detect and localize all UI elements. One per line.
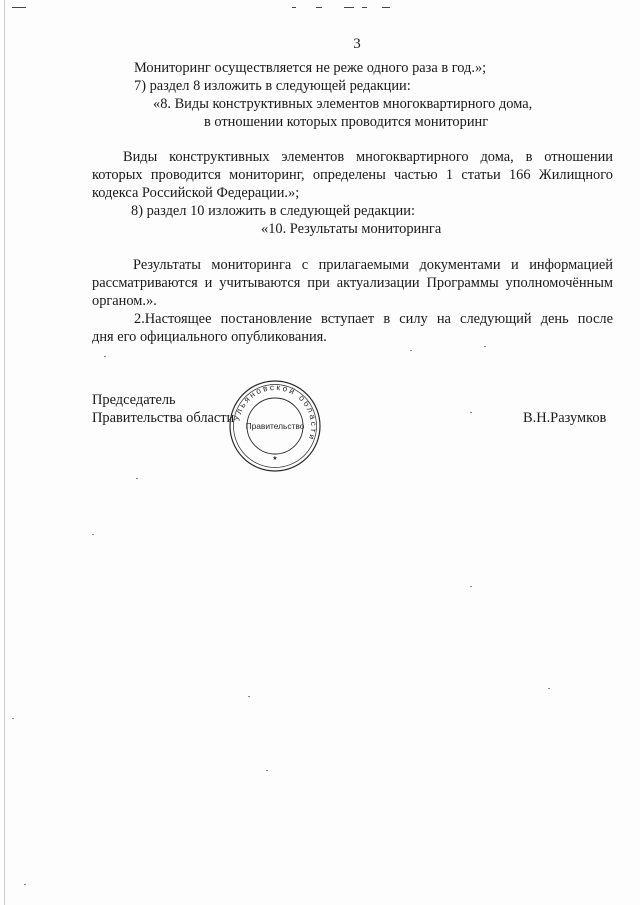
scan-speck: [484, 346, 486, 347]
scan-marks: [0, 3, 640, 15]
scan-speck: [136, 478, 138, 479]
page-number: 3: [353, 36, 361, 52]
section-heading-10: «10. Результаты мониторинга: [261, 221, 442, 237]
scan-edge: [4, 0, 5, 905]
stamp-star-icon: ★: [272, 456, 278, 462]
text-line: 7) раздел 8 изложить в следующей редакции:: [134, 78, 411, 94]
paragraph-line: которых проводится мониторинг, определены частью 1 статьи 166 Жилищного: [92, 167, 613, 183]
stamp-center-text: Правительство: [245, 421, 305, 431]
section-heading-8-cont: в отношении которых проводится мониторинг: [204, 114, 489, 130]
paragraph-line: Виды конструктивных элементов многоквартирного дома, в отношении: [123, 149, 613, 165]
signature-title: Председатель: [92, 392, 176, 408]
scan-speck: [266, 770, 268, 771]
scan-speck: [248, 696, 250, 697]
official-stamp: [227, 378, 323, 474]
stamp-icon: [227, 378, 323, 474]
stamp-ring-text: Ульяновской области: [232, 382, 319, 443]
paragraph-line: рассматриваются и учитываются при актуализации Программы уполномочённым: [92, 275, 613, 291]
scan-speck: [470, 586, 472, 587]
scan-speck: [410, 350, 412, 351]
paragraph-line: Результаты мониторинга с прилагаемыми документами и информацией: [133, 257, 613, 273]
section-heading-8: «8. Виды конструктивных элементов многоквартирного дома,: [153, 96, 533, 112]
scan-speck: [24, 884, 26, 885]
scan-speck: [92, 534, 94, 535]
scan-speck: [548, 688, 550, 689]
scan-speck: [104, 356, 106, 357]
signature-title-org: Правительства области: [92, 410, 235, 426]
paragraph-line: дня его официального опубликования.: [92, 329, 327, 345]
scan-speck: [470, 412, 472, 413]
text-line: 8) раздел 10 изложить в следующей редакции:: [131, 203, 415, 219]
scan-speck: [12, 718, 14, 719]
paragraph-line: кодекса Российской Федерации.»;: [92, 185, 300, 201]
paragraph-line: органом.».: [92, 293, 157, 309]
paragraph-line: 2.Настоящее постановление вступает в силу на следующий день после: [134, 311, 613, 327]
text-line: Мониторинг осуществляется не реже одного раза в год.»;: [134, 60, 487, 76]
signature-name: В.Н.Разумков: [523, 410, 607, 426]
